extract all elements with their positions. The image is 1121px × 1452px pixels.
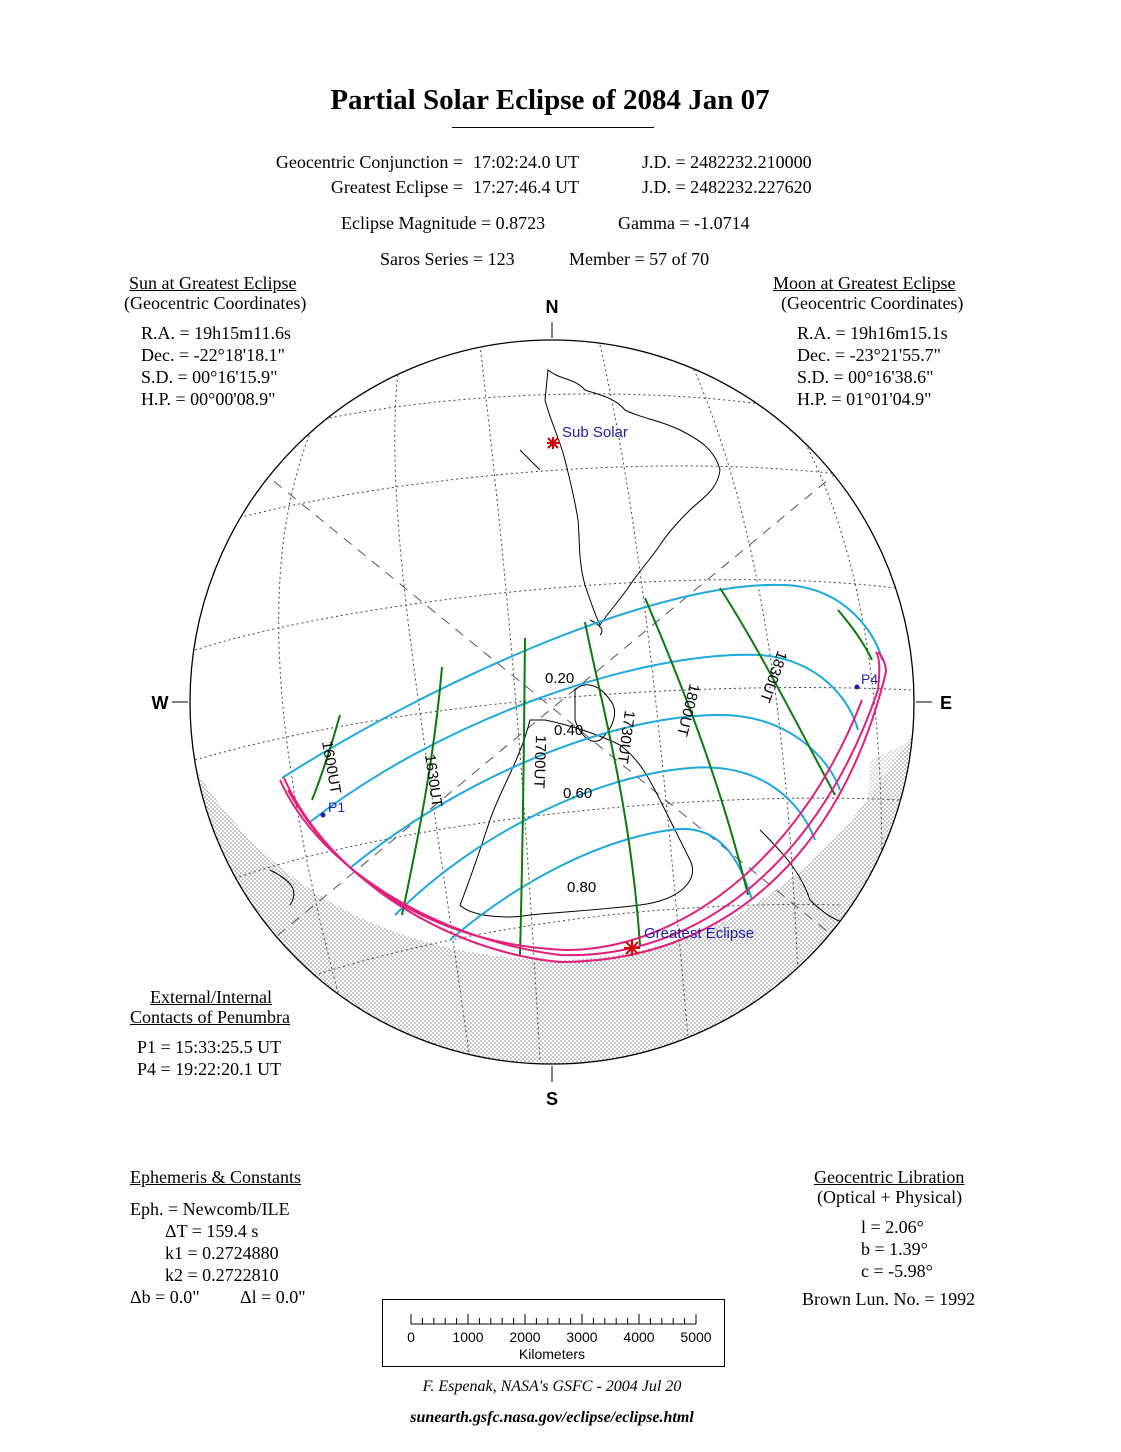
p1-point — [321, 813, 326, 818]
mag-label-040: 0.40 — [554, 722, 584, 739]
greatest-eclipse-jd: J.D. = 2482232.227620 — [642, 177, 812, 197]
p4-point — [855, 685, 860, 690]
sun-sd: S.D. = 00°16'15.9" — [141, 367, 278, 387]
west-label: W — [151, 693, 169, 713]
contacts-heading-1: External/Internal — [150, 987, 272, 1007]
conjunction-label: Geocentric Conjunction = — [275, 152, 463, 172]
p4-label: P4 — [861, 671, 879, 687]
greatest-eclipse-label: Greatest Eclipse = — [330, 177, 463, 197]
sun-ra: R.A. = 19h15m11.6s — [141, 323, 291, 343]
ephemeris-k2: k2 = 0.2722810 — [165, 1265, 279, 1285]
libration-c: c = -5.98° — [861, 1261, 933, 1281]
east-label: E — [939, 693, 953, 713]
magnitude-060-curve — [395, 767, 815, 915]
scale-tick-2000: 2000 — [509, 1329, 541, 1345]
moon-dec: Dec. = -23°21'55.7" — [797, 345, 941, 365]
page-title: Partial Solar Eclipse of 2084 Jan 07 — [330, 84, 770, 116]
libration-b: b = 1.39° — [861, 1239, 928, 1259]
time-label-1730: 1730UT — [613, 709, 638, 765]
greatest-eclipse-marker — [624, 940, 640, 956]
moon-sd: S.D. = 00°16'38.6" — [797, 367, 934, 387]
scale-tick-3000: 3000 — [566, 1329, 598, 1345]
contact-p4: P4 = 19:22:20.1 UT — [137, 1059, 282, 1079]
contacts-heading-2: Contacts of Penumbra — [130, 1007, 290, 1027]
coastlines — [270, 370, 905, 930]
ephemeris-k1: k1 = 0.2724880 — [165, 1243, 279, 1263]
moon-hp: H.P. = 01°01'04.9" — [797, 389, 932, 409]
gamma: Gamma = -1.0714 — [618, 213, 750, 233]
time-curve-1900 — [838, 610, 872, 660]
mag-label-060: 0.60 — [563, 785, 593, 802]
sub-solar-label: Sub Solar — [562, 424, 628, 441]
saros-member: Member = 57 of 70 — [569, 249, 710, 269]
conjunction-time: 17:02:24.0 UT — [473, 152, 579, 172]
mag-label-020: 0.20 — [545, 670, 575, 687]
greatest-eclipse-label: Greatest Eclipse — [644, 925, 755, 942]
contact-p1: P1 = 15:33:25.5 UT — [137, 1037, 282, 1057]
sun-dec: Dec. = -22°18'18.1" — [141, 345, 285, 365]
credit-url: sunearth.gsfc.nasa.gov/eclipse/eclipse.html — [410, 1409, 694, 1426]
ephemeris-eph: Eph. = Newcomb/ILE — [130, 1199, 290, 1219]
sun-subheading: (Geocentric Coordinates) — [124, 293, 307, 313]
time-label-1800: 1800UT — [673, 682, 703, 738]
north-label: N — [545, 297, 559, 317]
night-region — [190, 730, 915, 1070]
magnitude-080-curve — [450, 829, 755, 942]
mag-label-080: 0.80 — [567, 879, 597, 896]
moon-subheading: (Geocentric Coordinates) — [781, 293, 964, 313]
greatest-eclipse-time: 17:27:46.4 UT — [473, 177, 579, 197]
credit-author: F. Espenak, NASA's GSFC - 2004 Jul 20 — [422, 1378, 682, 1395]
south-label: S — [545, 1089, 559, 1109]
saros-series: Saros Series = 123 — [380, 249, 515, 269]
moon-heading: Moon at Greatest Eclipse — [773, 273, 956, 293]
ephemeris-delta-l: Δl = 0.0" — [240, 1287, 306, 1307]
libration-subheading: (Optical + Physical) — [817, 1187, 963, 1207]
time-label-1600: 1600UT — [318, 739, 345, 796]
time-curve-1700 — [520, 638, 525, 955]
time-label-1700: 1700UT — [530, 734, 549, 789]
scale-tick-0: 0 — [407, 1329, 415, 1345]
scale-box — [382, 1299, 725, 1367]
libration-heading: Geocentric Libration — [814, 1167, 965, 1187]
sun-heading: Sun at Greatest Eclipse — [129, 273, 297, 293]
conjunction-jd: J.D. = 2482232.210000 — [642, 152, 812, 172]
sun-hp: H.P. = 00°00'08.9" — [141, 389, 276, 409]
scale-unit: Kilometers — [518, 1346, 586, 1362]
scale-tick-5000: 5000 — [680, 1329, 712, 1345]
penumbra-limit-curve — [282, 585, 882, 778]
moon-ra: R.A. = 19h16m15.1s — [797, 323, 948, 343]
ephemeris-delta-t: ΔT = 159.4 s — [165, 1221, 259, 1241]
scale-tick-1000: 1000 — [452, 1329, 484, 1345]
libration-l: l = 2.06° — [861, 1217, 924, 1237]
eclipse-magnitude: Eclipse Magnitude = 0.8723 — [341, 213, 546, 233]
p1-label: P1 — [328, 799, 346, 815]
time-label-1630: 1630UT — [421, 753, 446, 809]
ephemeris-heading: Ephemeris & Constants — [130, 1167, 301, 1187]
time-label-1830: 1830UT — [755, 648, 791, 705]
sub-solar-marker — [547, 437, 559, 449]
brown-lunation: Brown Lun. No. = 1992 — [802, 1289, 976, 1309]
ephemeris-delta-b: Δb = 0.0" — [130, 1287, 200, 1307]
scale-tick-4000: 4000 — [623, 1329, 655, 1345]
